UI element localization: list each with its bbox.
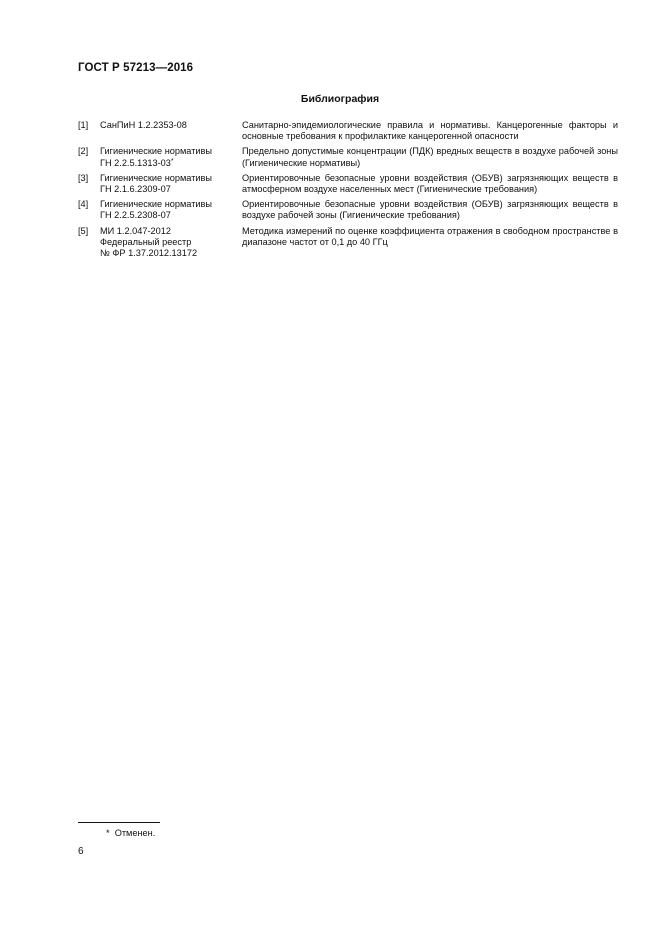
entry-reference <box>100 120 242 142</box>
entry-reference-text: МИ 1.2.047-2012 Федеральный реестр № ФР 1.37.2012.13172 <box>100 225 198 259</box>
entry-reference-text: Гигиенические нормативы ГН 2.2.5.1313-03 <box>100 146 213 168</box>
entry-description: Ориентировочные безопасные уровни воздействия (ОБУВ) загрязняющих веществ в атмосферном воздухе населенных мест (Гигиенические требования) <box>242 172 618 195</box>
bibliography-entry <box>78 199 618 221</box>
footnote-divider <box>78 822 160 823</box>
bibliography-entry <box>78 120 618 142</box>
entry-reference <box>100 199 242 221</box>
bibliography-title: Библиография <box>300 93 380 105</box>
entry-number: [4] <box>78 199 89 210</box>
footnote <box>106 828 155 838</box>
entry-reference-text: СанПиН 1.2.2353-08 <box>100 120 187 130</box>
entry-reference <box>100 226 242 260</box>
bibliography-entry <box>78 173 618 195</box>
entry-reference <box>100 173 242 195</box>
entry-number: [5] <box>78 225 89 236</box>
entry-description: Предельно допустимые концентрации (ПДК) вредных веществ в воздухе рабочей зоны (Гигиенические нормативы) <box>242 146 618 168</box>
footnote-mark: * <box>106 828 110 838</box>
entry-description: Методика измерений по оценке коэффициента отражения в свободном пространстве в диапазоне частот от 0,1 до 40 ГГц <box>242 225 618 247</box>
bibliography-list <box>78 120 618 263</box>
entry-description: Санитарно-эпидемиологические правила и нормативы. Канцерогенные факторы и основные требования к профилактике канцерогенной опасности <box>242 120 618 142</box>
entry-reference <box>100 146 242 168</box>
bibliography-entry <box>78 226 618 260</box>
entry-reference-text: Гигиенические нормативы ГН 2.1.6.2309-07 <box>100 172 213 195</box>
entry-description: Ориентировочные безопасные уровни воздействия (ОБУВ) загрязняющих веществ в воздухе рабочей зоны (Гигиенические требования) <box>242 199 618 221</box>
entry-reference-text: Гигиенические нормативы ГН 2.2.5.2308-07 <box>100 199 213 221</box>
entry-number: [2] <box>78 146 89 157</box>
bibliography-entry <box>78 146 618 168</box>
entry-reference-mark: * <box>170 157 174 165</box>
entry-number: [1] <box>78 120 89 130</box>
entry-number: [3] <box>78 172 89 183</box>
document-code: ГОСТ Р 57213—2016 <box>78 62 194 74</box>
footnote-text: Отменен. <box>114 828 156 838</box>
page-number: 6 <box>78 846 84 857</box>
